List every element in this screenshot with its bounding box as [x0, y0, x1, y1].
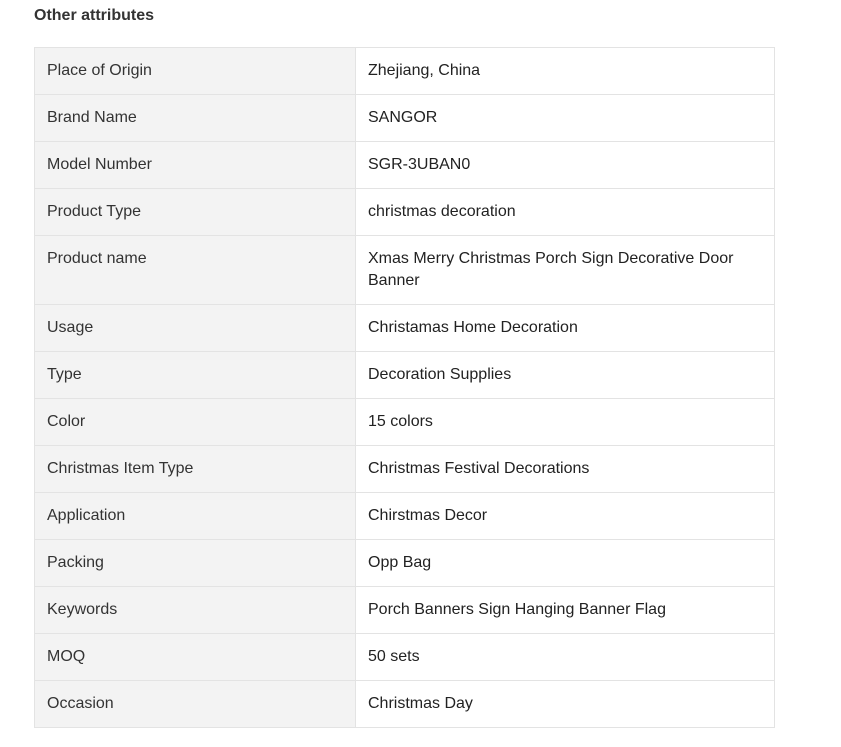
attribute-name: Packing [35, 540, 356, 587]
attribute-value: Chirstmas Decor [356, 493, 775, 540]
table-row [35, 540, 775, 587]
table-row [35, 305, 775, 352]
attribute-value: 50 sets [356, 634, 775, 681]
attribute-value: SANGOR [356, 95, 775, 142]
attribute-name: Christmas Item Type [35, 446, 356, 493]
table-row [35, 48, 775, 95]
attribute-name: Color [35, 399, 356, 446]
table-row [35, 95, 775, 142]
table-row [35, 236, 775, 305]
attribute-value: SGR-3UBAN0 [356, 142, 775, 189]
attribute-value: Xmas Merry Christmas Porch Sign Decorative Door Banner [356, 236, 775, 305]
attribute-name: Model Number [35, 142, 356, 189]
attribute-value: Christmas Festival Decorations [356, 446, 775, 493]
attribute-name: Type [35, 352, 356, 399]
table-row [35, 142, 775, 189]
table-row [35, 634, 775, 681]
attribute-value: 15 colors [356, 399, 775, 446]
attribute-name: Product Type [35, 189, 356, 236]
attribute-name: Application [35, 493, 356, 540]
attribute-name: Brand Name [35, 95, 356, 142]
attribute-name: Keywords [35, 587, 356, 634]
attribute-value: Christamas Home Decoration [356, 305, 775, 352]
attribute-value: Zhejiang, China [356, 48, 775, 95]
table-row [35, 681, 775, 728]
attribute-name: MOQ [35, 634, 356, 681]
attribute-value: Christmas Day [356, 681, 775, 728]
attribute-name: Usage [35, 305, 356, 352]
table-row [35, 352, 775, 399]
attribute-value: Opp Bag [356, 540, 775, 587]
attribute-name: Product name [35, 236, 356, 305]
attribute-name: Place of Origin [35, 48, 356, 95]
attributes-table [34, 47, 775, 728]
table-row [35, 587, 775, 634]
section-title: Other attributes [34, 7, 155, 24]
attribute-value: christmas decoration [356, 189, 775, 236]
table-row [35, 446, 775, 493]
attribute-value: Decoration Supplies [356, 352, 775, 399]
table-row [35, 399, 775, 446]
attribute-value: Porch Banners Sign Hanging Banner Flag [356, 587, 775, 634]
table-row [35, 189, 775, 236]
table-row [35, 493, 775, 540]
attribute-name: Occasion [35, 681, 356, 728]
